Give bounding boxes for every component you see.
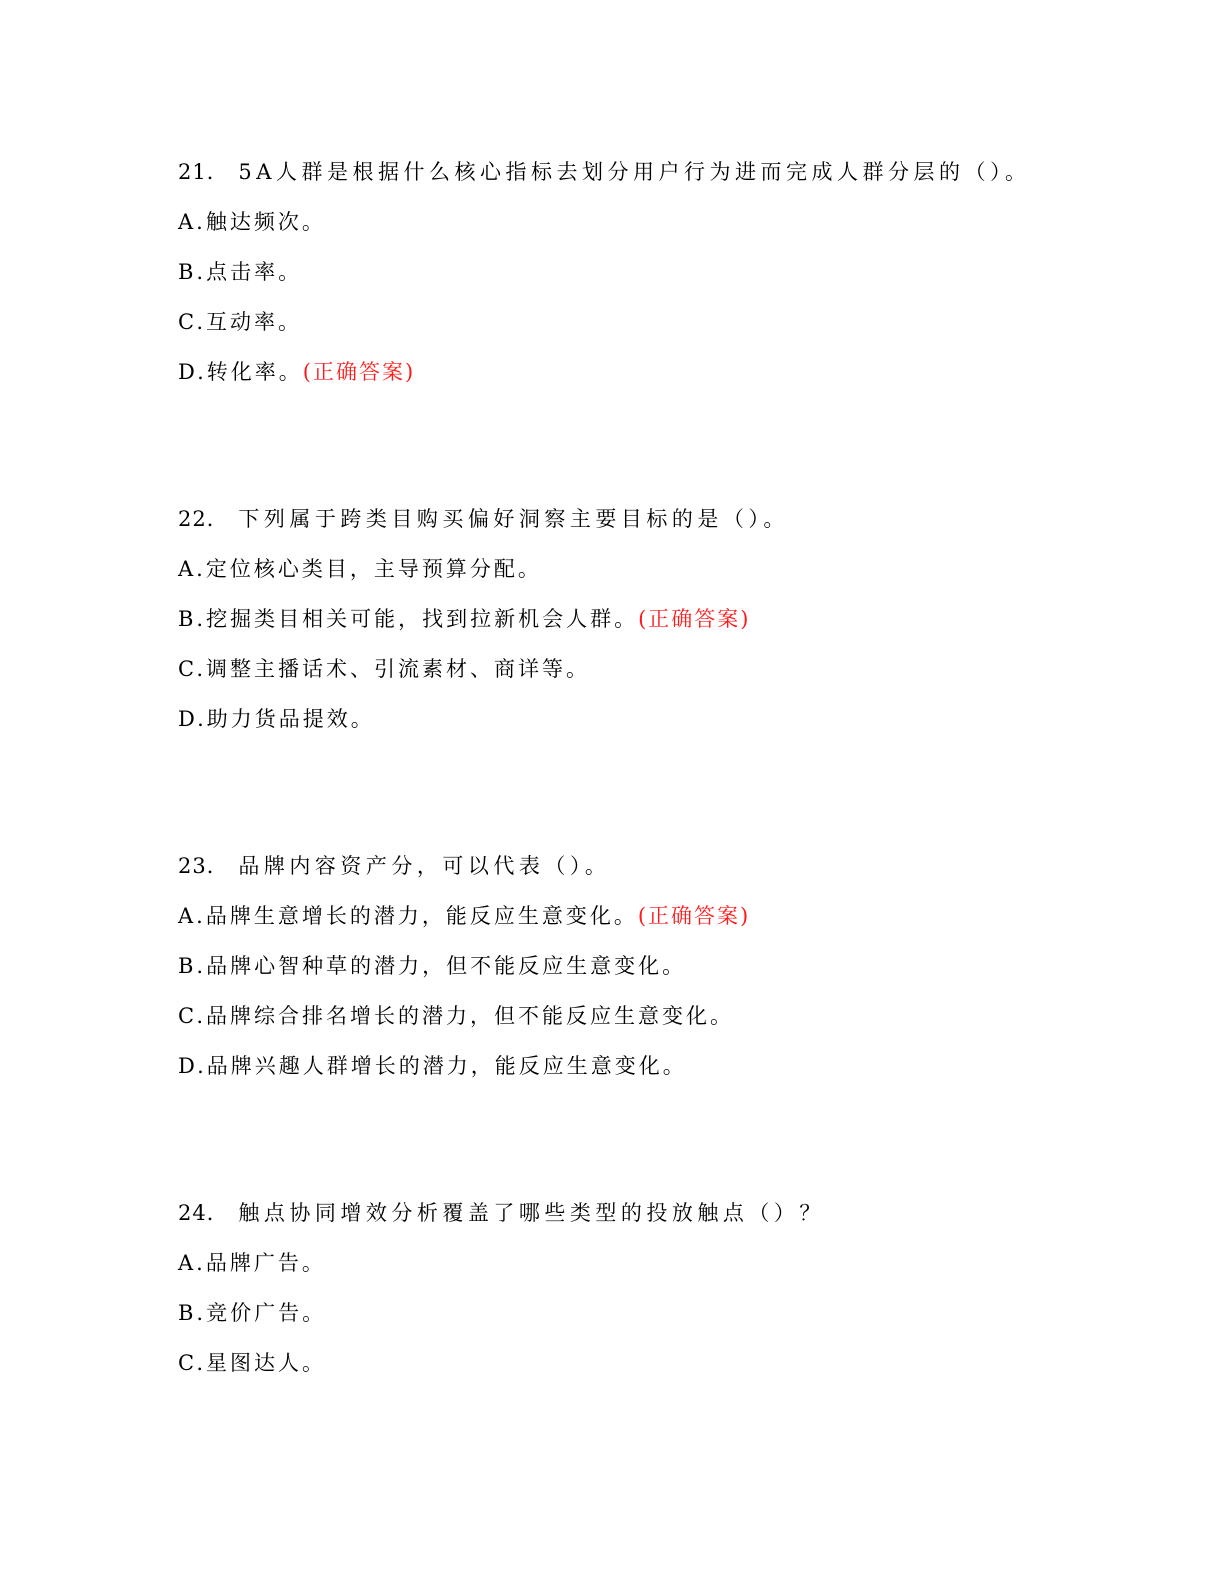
question-23 [178, 846, 1158, 1096]
question-number: 22． [178, 507, 229, 531]
option-text: B.挖掘类目相关可能，找到拉新机会人群。 [178, 607, 639, 631]
option-text: B.点击率。 [178, 260, 303, 284]
question-22 [178, 499, 1158, 749]
correct-answer-mark: (正确答案) [637, 904, 751, 928]
option-a [178, 202, 1158, 252]
option-d [178, 1046, 1158, 1096]
question-21 [178, 152, 1158, 402]
option-a [178, 896, 1158, 946]
option-text: D.助力货品提效。 [178, 707, 375, 731]
question-stem [178, 1193, 1158, 1243]
option-text: A.触达频次。 [178, 210, 326, 234]
option-d [178, 699, 1158, 749]
question-text: 触点协同增效分析覆盖了哪些类型的投放触点（）？ [238, 1201, 825, 1225]
option-b [178, 599, 1158, 649]
option-a [178, 1243, 1158, 1293]
option-c [178, 996, 1158, 1046]
option-text: A.品牌生意增长的潜力，能反应生意变化。 [178, 904, 638, 928]
option-text: D.品牌兴趣人群增长的潜力，能反应生意变化。 [178, 1054, 687, 1078]
option-c [178, 302, 1158, 352]
option-text: A.定位核心类目，主导预算分配。 [178, 557, 542, 581]
option-text: C.调整主播话术、引流素材、商详等。 [178, 657, 590, 681]
question-number: 24． [178, 1201, 229, 1225]
option-d [178, 352, 1158, 402]
option-b [178, 252, 1158, 302]
option-text: C.互动率。 [178, 310, 302, 334]
question-stem [178, 846, 1158, 896]
question-stem [178, 499, 1158, 549]
option-b [178, 946, 1158, 996]
question-text: 品牌内容资产分，可以代表（）。 [238, 854, 611, 878]
option-text: C.品牌综合排名增长的潜力，但不能反应生意变化。 [178, 1004, 734, 1028]
question-stem [178, 152, 1158, 202]
question-24 [178, 1193, 1158, 1393]
option-text: B.品牌心智种草的潜力，但不能反应生意变化。 [178, 954, 687, 978]
option-c [178, 649, 1158, 699]
question-text: 5A人群是根据什么核心指标去划分用户行为进而完成人群分层的（）。 [238, 160, 1031, 184]
option-text: D.转化率。 [178, 360, 303, 384]
option-c [178, 1343, 1158, 1393]
option-text: C.星图达人。 [178, 1351, 326, 1375]
question-number: 21． [178, 160, 229, 184]
option-text: A.品牌广告。 [178, 1251, 326, 1275]
question-number: 23． [178, 854, 229, 878]
correct-answer-mark: (正确答案) [638, 607, 751, 631]
question-text: 下列属于跨类目购买偏好洞察主要目标的是（）。 [238, 507, 789, 531]
option-text: B.竞价广告。 [178, 1301, 327, 1325]
option-b [178, 1293, 1158, 1343]
correct-answer-mark: (正确答案) [302, 360, 416, 384]
option-a [178, 549, 1158, 599]
